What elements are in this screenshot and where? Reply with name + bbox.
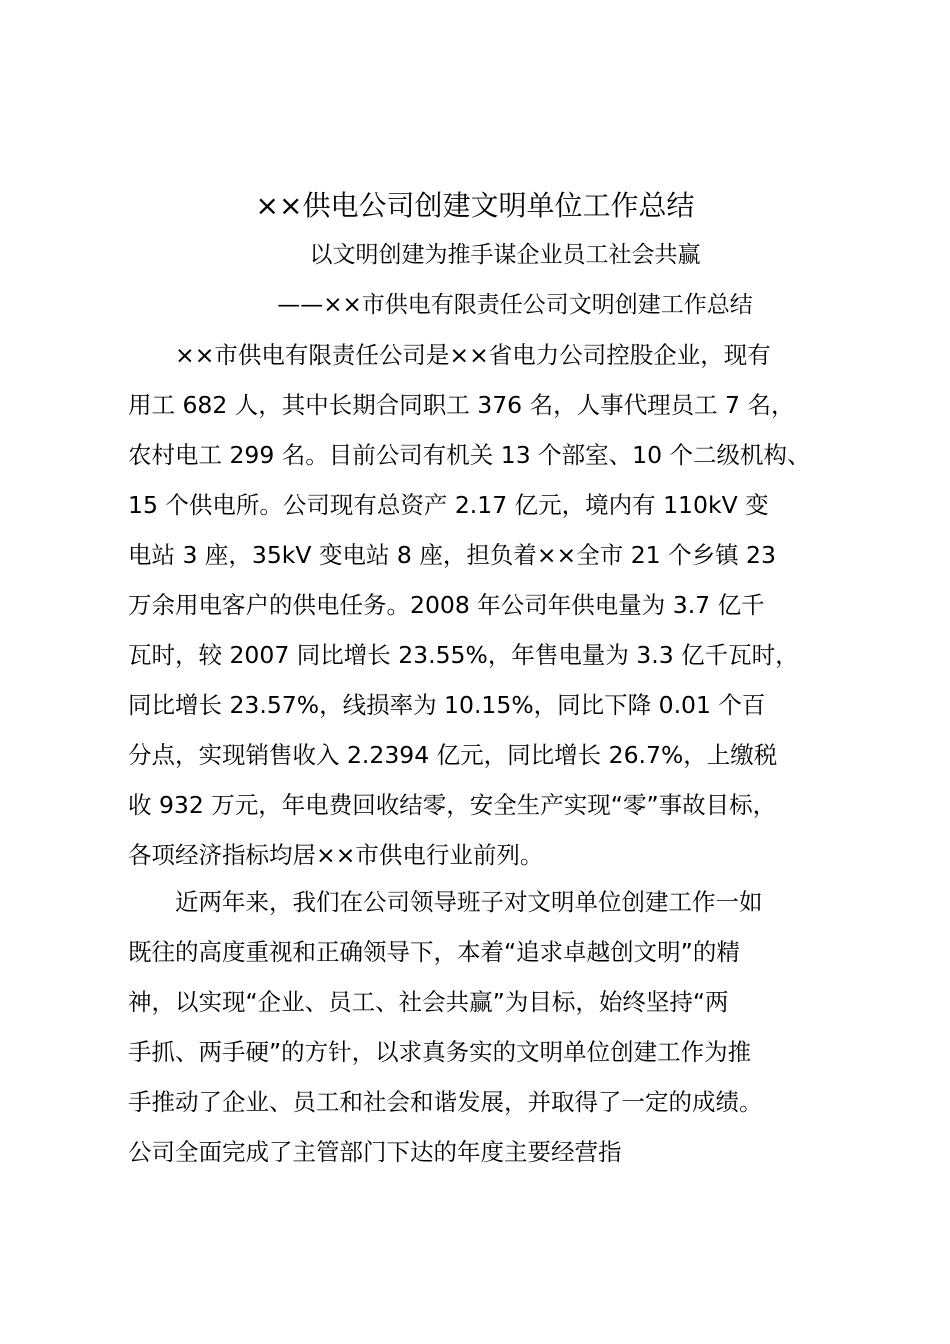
paragraph-line: 用工 682 人，其中长期合同职工 376 名，人事代理员工 7 名， xyxy=(128,391,795,419)
paragraph-line: 各项经济指标均居××市供电行业前列。 xyxy=(128,841,544,869)
paragraph-achievements xyxy=(128,877,868,1177)
paragraph-line: ××市供电有限责任公司是××省电力公司控股企业，现有 xyxy=(128,341,771,369)
paragraph-company-overview xyxy=(128,330,868,880)
paragraph-line: 公司全面完成了主管部门下达的年度主要经营指 xyxy=(128,1138,622,1166)
paragraph-line: 电站 3 座，35kV 变电站 8 座，担负着××全市 21 个乡镇 23 xyxy=(128,541,776,569)
paragraph-line: 手推动了企业、员工和社会和谐发展，并取得了一定的成绩。 xyxy=(128,1088,763,1116)
document-title: ××供电公司创建文明单位工作总结 xyxy=(255,189,695,222)
document-subtitle: 以文明创建为推手谋企业员工社会共赢 xyxy=(309,242,701,268)
document-byline: ——××市供电有限责任公司文明创建工作总结 xyxy=(277,292,753,318)
paragraph-line: 神，以实现“企业、员工、社会共赢”为目标，始终坚持“两 xyxy=(128,988,729,1016)
paragraph-line: 15 个供电所。公司现有总资产 2.17 亿元，境内有 110kV 变 xyxy=(128,491,769,519)
paragraph-line: 分点，实现销售收入 2.2394 亿元，同比增长 26.7%，上缴税 xyxy=(128,741,778,769)
paragraph-line: 手抓、两手硬”的方针，以求真务实的文明单位创建工作为推 xyxy=(128,1038,752,1066)
paragraph-line: 收 932 万元，年电费回收结零，安全生产实现“零”事故目标， xyxy=(128,791,777,819)
paragraph-line: 农村电工 299 名。目前公司有机关 13 个部室、10 个二级机构、 xyxy=(128,441,811,469)
paragraph-line: 同比增长 23.57%，线损率为 10.15%，同比下降 0.01 个百 xyxy=(128,691,766,719)
paragraph-line: 既往的高度重视和正确领导下，本着“追求卓越创文明”的精 xyxy=(128,938,740,966)
paragraph-line: 万余用电客户的供电任务。2008 年公司年供电量为 3.7 亿千 xyxy=(128,591,765,619)
paragraph-line: 近两年来，我们在公司领导班子对文明单位创建工作一如 xyxy=(128,888,763,916)
paragraph-line: 瓦时，较 2007 同比增长 23.55%，年售电量为 3.3 亿千瓦时， xyxy=(128,641,799,669)
